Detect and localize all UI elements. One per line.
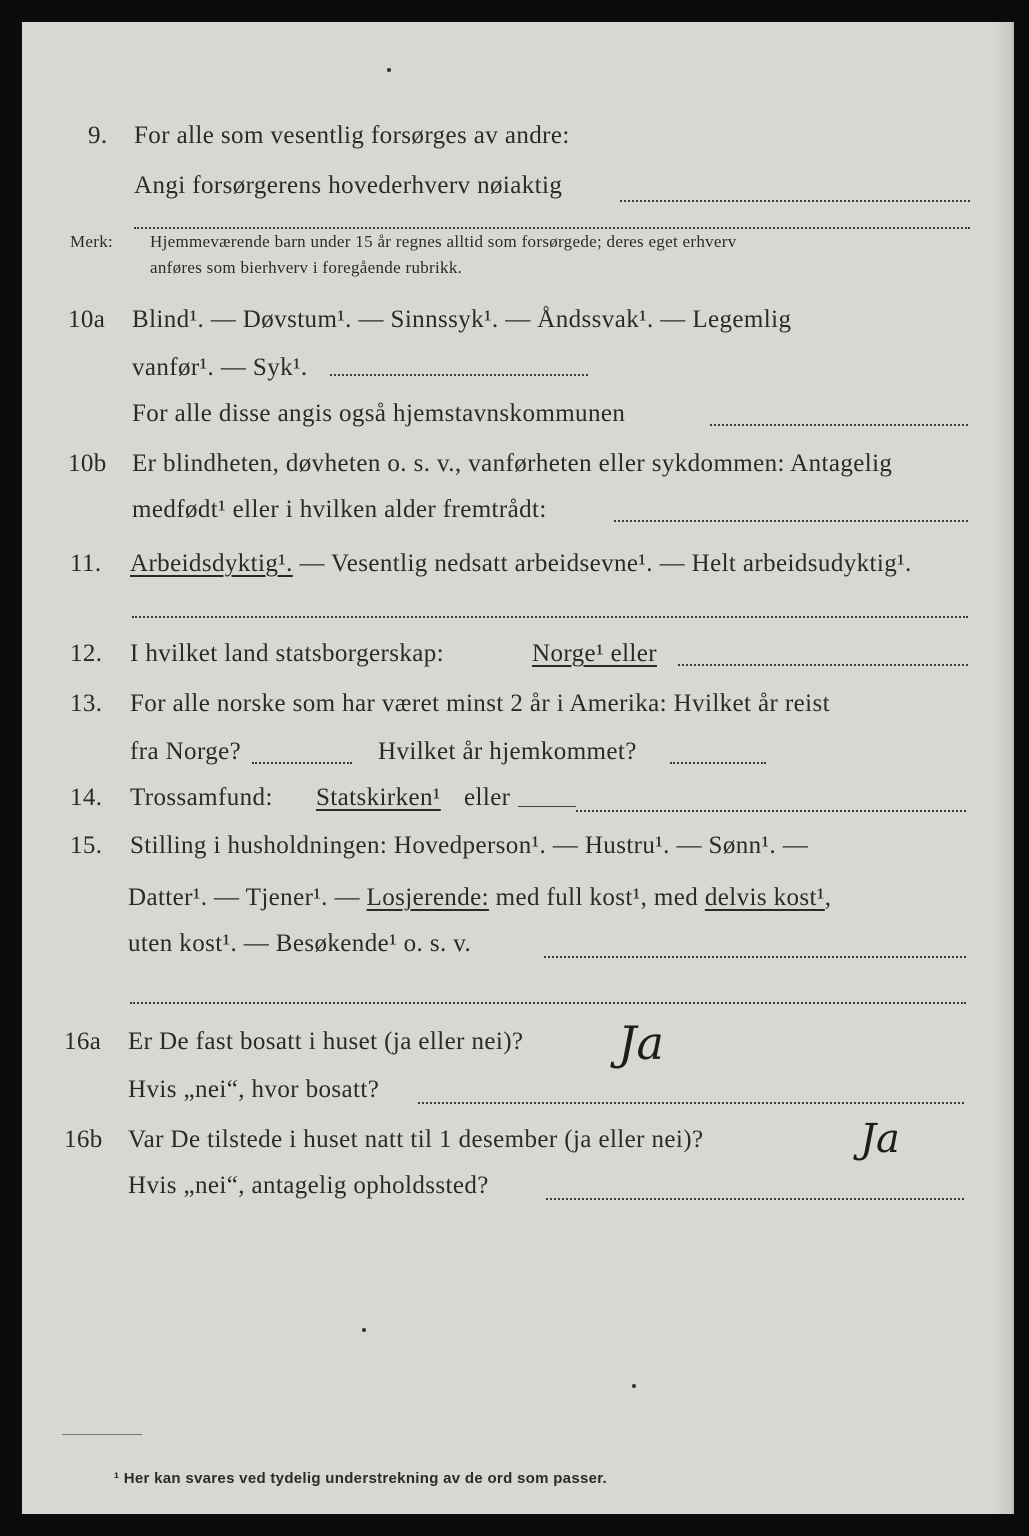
paper-speck [362, 1328, 366, 1332]
question-text: For alle disse angis også hjemstavnskommunen [132, 400, 626, 427]
question-number: 16b [64, 1126, 103, 1153]
question-number: 11. [70, 550, 102, 577]
underlined-answer: Arbeidsdyktig¹. [130, 550, 293, 577]
census-form-page [22, 22, 1014, 1514]
answer-line[interactable] [418, 1102, 964, 1104]
answer-line[interactable] [544, 956, 966, 958]
paper-speck [387, 68, 391, 72]
option-text: , [824, 884, 832, 911]
answer-line[interactable] [670, 762, 766, 764]
note-text: Hjemmeværende barn under 15 år regnes alltid som forsørgede; deres eget erhverv [150, 232, 737, 251]
question-text: Blind¹. — Døvstum¹. — Sinnssyk¹. — Åndssvak¹. — Legemlig [132, 306, 792, 333]
footnote: ¹ Her kan svares ved tydelig understrekning av de ord som passer. [114, 1470, 608, 1487]
paper-speck [632, 1384, 636, 1388]
question-text: Angi forsørgerens hovederhverv nøiaktig [134, 172, 563, 199]
question-number: 9. [88, 122, 108, 149]
underlined-answer: Statskirken¹ [316, 784, 441, 811]
question-text: Hvis „nei“, antagelig opholdssted? [128, 1172, 489, 1199]
handwritten-answer: Ja [860, 1116, 900, 1162]
question-text: Hvilket år hjemkommet? [378, 738, 637, 765]
answer-line[interactable] [678, 664, 968, 666]
question-text: I hvilket land statsborgerskap: [130, 640, 444, 667]
answer-line[interactable] [576, 810, 966, 812]
question-number: 15. [70, 832, 103, 859]
answer-line[interactable] [130, 1002, 966, 1004]
option-text: Datter¹. — Tjener¹. — [128, 884, 367, 911]
question-number: 16a [64, 1028, 102, 1055]
underlined-answer: Losjerende: [366, 884, 489, 911]
note-text: anføres som bierhverv i foregående rubrikk. [150, 258, 463, 277]
question-text-rest: — Vesentlig nedsatt arbeidsevne¹. — Helt arbeidsudyktig¹. [292, 550, 912, 577]
question-text: For alle som vesentlig forsørges av andre: [134, 122, 570, 149]
question-number: 12. [70, 640, 103, 667]
question-text [128, 884, 831, 912]
question-number: 10b [68, 450, 107, 477]
question-text: Stilling i husholdningen: Hovedperson¹. — Hustru¹. — Sønn¹. — [130, 832, 809, 859]
question-text: For alle norske som har været minst 2 år i Amerika: Hvilket år reist [130, 690, 830, 717]
question-number: 10a [68, 306, 106, 333]
answer-line[interactable] [620, 200, 970, 202]
answer-line[interactable] [518, 806, 576, 807]
answer-line[interactable] [252, 762, 352, 764]
question-text: eller [464, 784, 511, 811]
question-text: Er De fast bosatt i huset (ja eller nei)? [128, 1028, 524, 1055]
answer-line[interactable] [132, 616, 968, 618]
handwritten-answer: Ja [618, 1016, 664, 1070]
question-number: 14. [70, 784, 103, 811]
underlined-answer: delvis kost¹ [704, 884, 825, 911]
footnote-rule [62, 1434, 142, 1435]
answer-line[interactable] [710, 424, 968, 426]
underlined-answer: Norge¹ eller [532, 640, 657, 667]
question-text: medfødt¹ eller i hvilken alder fremtrådt: [132, 496, 547, 523]
answer-line[interactable] [134, 227, 970, 229]
option-text: med full kost¹, med [488, 884, 705, 911]
question-text [130, 550, 912, 578]
question-text: Er blindheten, døvheten o. s. v., vanførheten eller sykdommen: Antagelig [132, 450, 893, 477]
note-label: Merk: [70, 232, 114, 251]
question-text: vanfør¹. — Syk¹. [132, 354, 308, 381]
answer-line[interactable] [330, 374, 588, 376]
question-text: Hvis „nei“, hvor bosatt? [128, 1076, 380, 1103]
question-text: Trossamfund: [130, 784, 273, 811]
question-number: 13. [70, 690, 103, 717]
answer-line[interactable] [614, 520, 968, 522]
question-text: fra Norge? [130, 738, 242, 765]
question-text: Var De tilstede i huset natt til 1 desember (ja eller nei)? [128, 1126, 704, 1153]
question-text: uten kost¹. — Besøkende¹ o. s. v. [128, 930, 472, 957]
answer-line[interactable] [546, 1198, 964, 1200]
